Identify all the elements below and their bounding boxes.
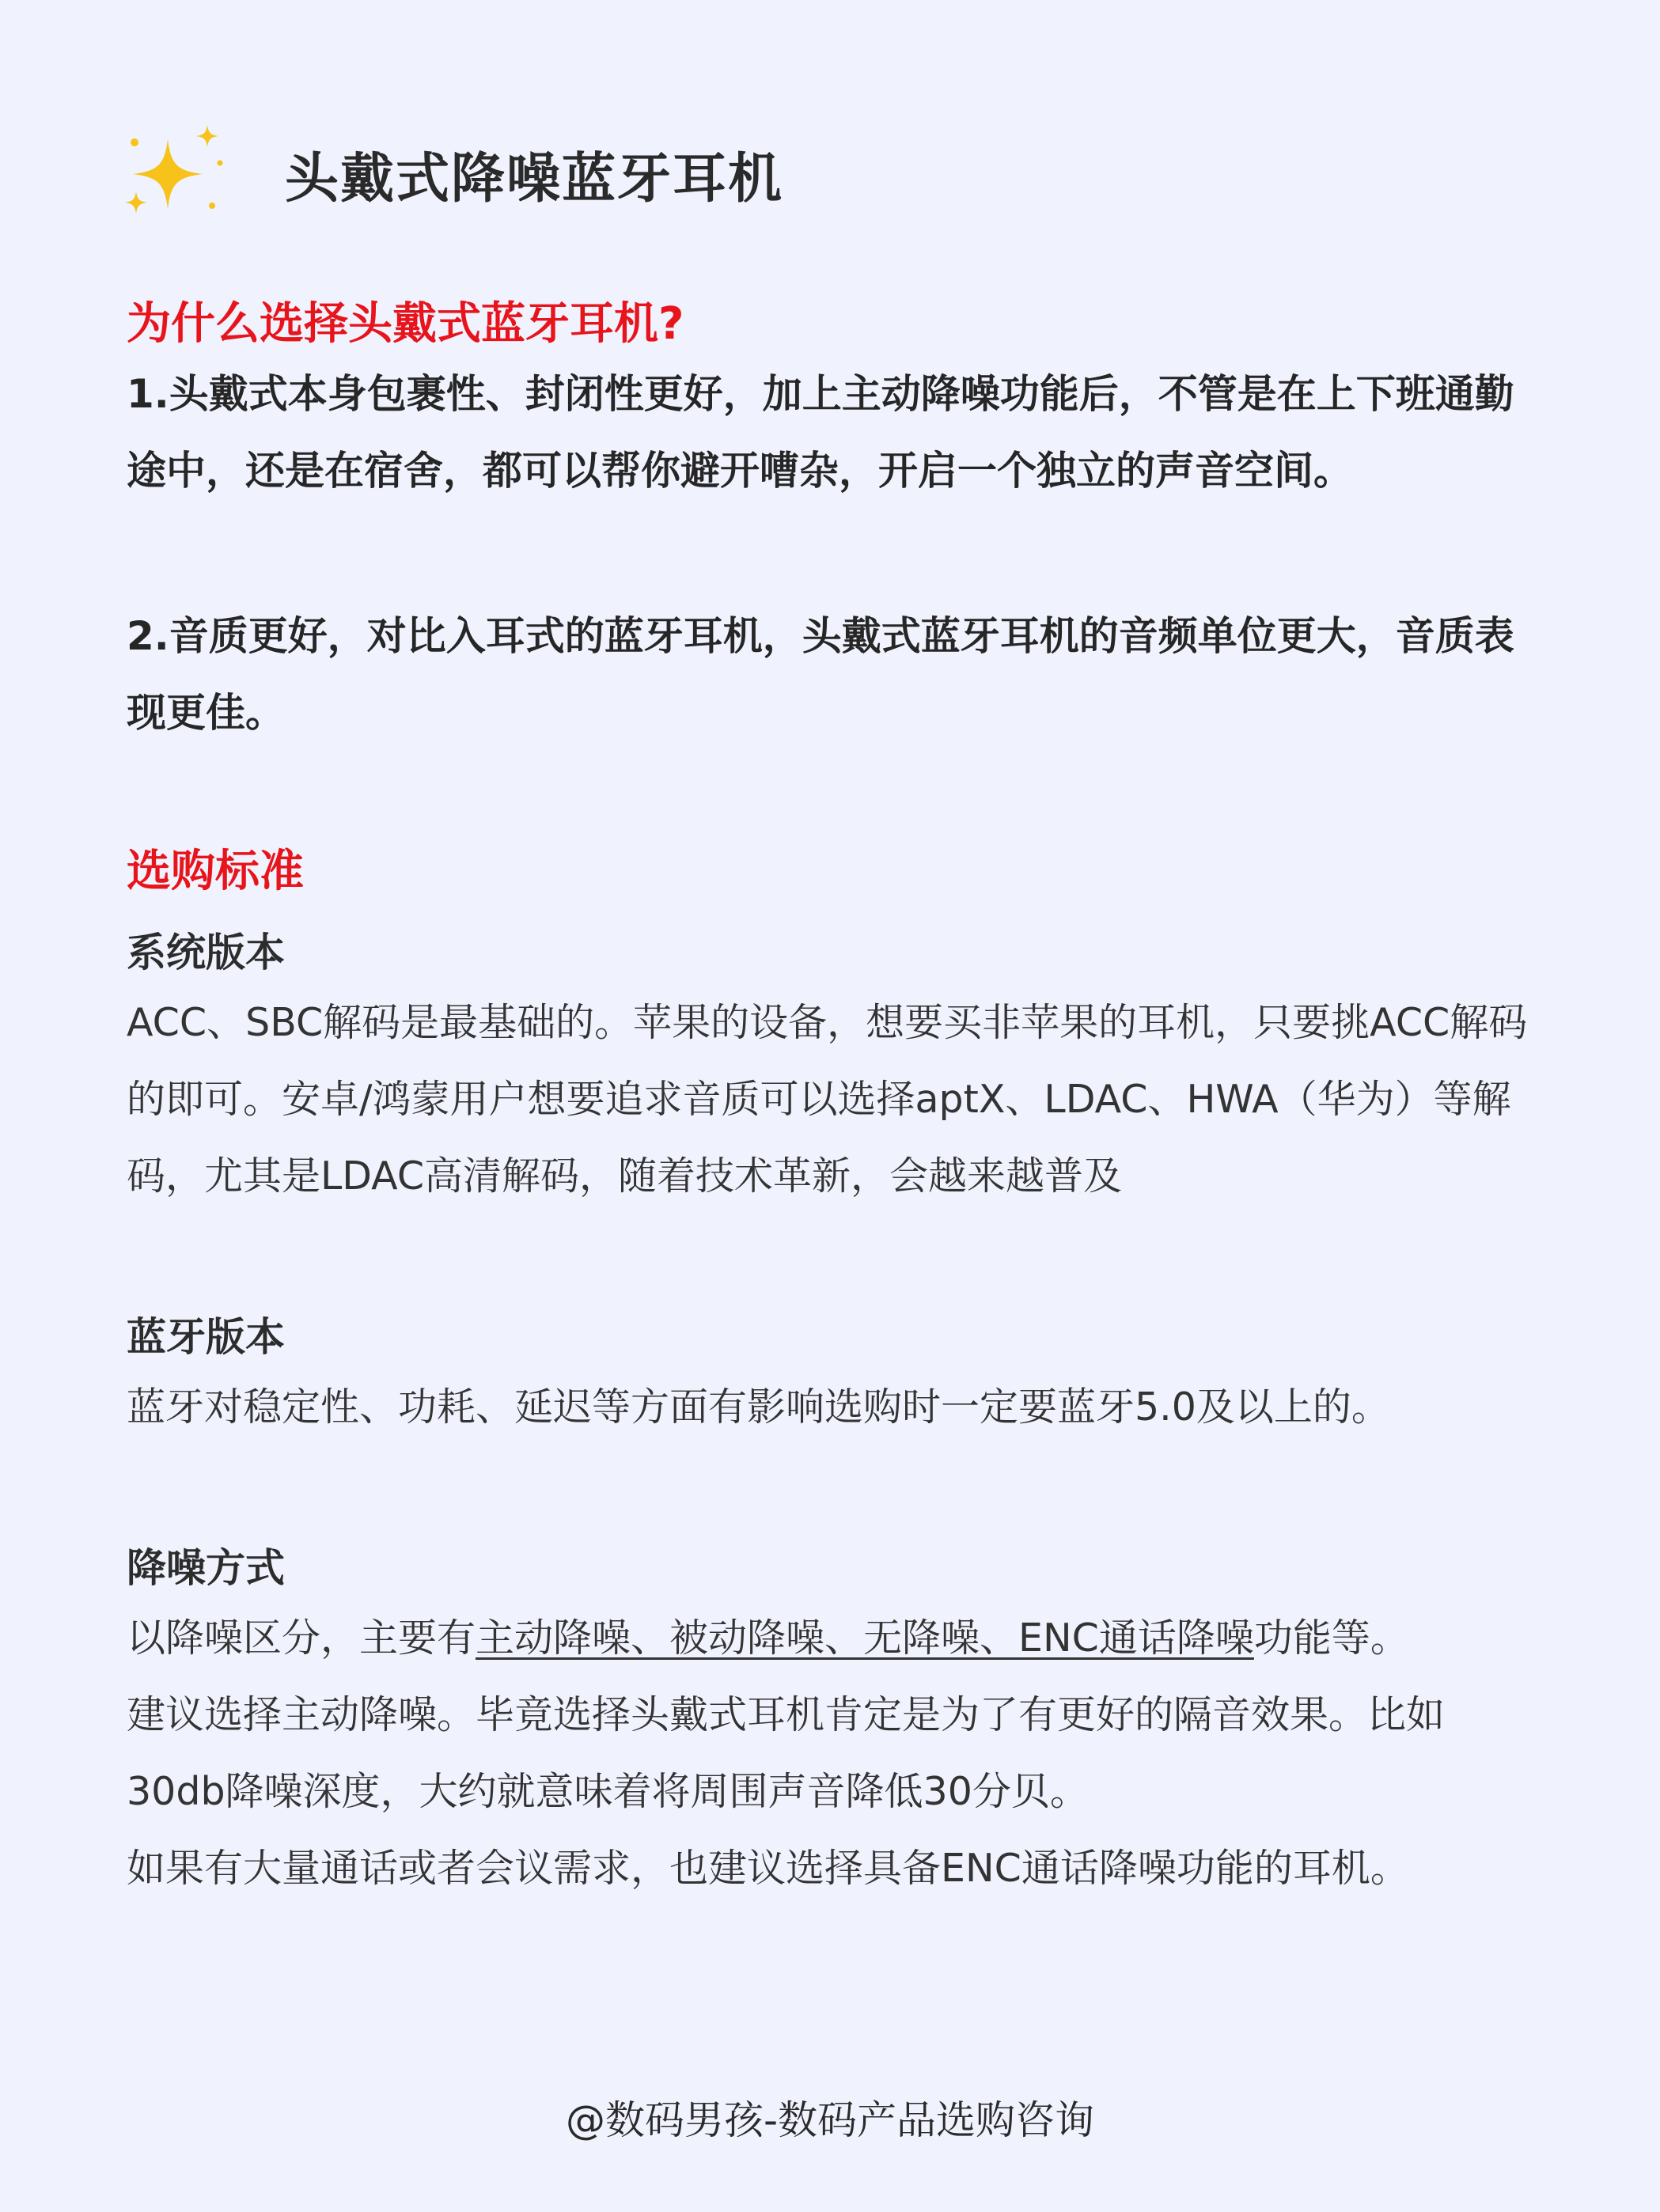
noise-line-1-suffix: 功能等。 — [1253, 1615, 1409, 1661]
noise-types-underlined: 主动降噪、被动降噪、无降噪、ENC通话降噪 — [476, 1615, 1254, 1661]
sparkles-icon — [119, 119, 229, 229]
why-point-2-block — [127, 598, 1543, 752]
why-section — [127, 293, 1543, 509]
page-title: 头戴式降噪蓝牙耳机 — [285, 147, 784, 210]
criteria-section — [127, 840, 1543, 1214]
bluetooth-section — [127, 1305, 1543, 1445]
why-point-2: 2.音质更好，对比入耳式的蓝牙耳机，头戴式蓝牙耳机的音频单位更大，音质表现更佳。 — [127, 613, 1514, 736]
why-heading: 为什么选择头戴式蓝牙耳机? — [127, 298, 684, 350]
bluetooth-version-title: 蓝牙版本 — [127, 1314, 285, 1360]
noise-method-title: 降噪方式 — [127, 1545, 285, 1591]
system-version-title: 系统版本 — [127, 930, 285, 975]
noise-line-1-prefix: 以降噪区分，主要有 — [127, 1615, 476, 1661]
noise-section — [127, 1536, 1543, 1907]
why-point-1: 1.头戴式本身包裹性、封闭性更好，加上主动降噪功能后，不管是在上下班通勤途中，还是在宿舍，都可以帮你避开嘈杂，开启一个独立的声音空间。 — [127, 371, 1514, 494]
noise-method-line-1 — [127, 1600, 1543, 1676]
noise-method-text-2: 建议选择主动降噪。毕竟选择头戴式耳机肯定是为了有更好的隔音效果。比如30db降噪深度，大约就意味着将周围声音降低30分贝。 — [127, 1692, 1446, 1814]
header — [119, 119, 783, 229]
noise-method-text-3: 如果有大量通话或者会议需求，也建议选择具备ENC通话降噪功能的耳机。 — [127, 1846, 1409, 1891]
footer-credit: @数码男孩-数码产品选购咨询 — [565, 2097, 1095, 2143]
bluetooth-version-text: 蓝牙对稳定性、功耗、延迟等方面有影响选购时一定要蓝牙5.0及以上的。 — [127, 1384, 1390, 1430]
system-version-text: ACC、SBC解码是最基础的。苹果的设备，想要买非苹果的耳机，只要挑ACC解码的即可。安卓/鸿蒙用户想要追求音质可以选择aptX、LDAC、HWA（华为）等解码，尤其是LDAC高清解码，随着技术革新，会越来越普及 — [127, 1000, 1528, 1199]
criteria-heading: 选购标准 — [127, 846, 304, 897]
